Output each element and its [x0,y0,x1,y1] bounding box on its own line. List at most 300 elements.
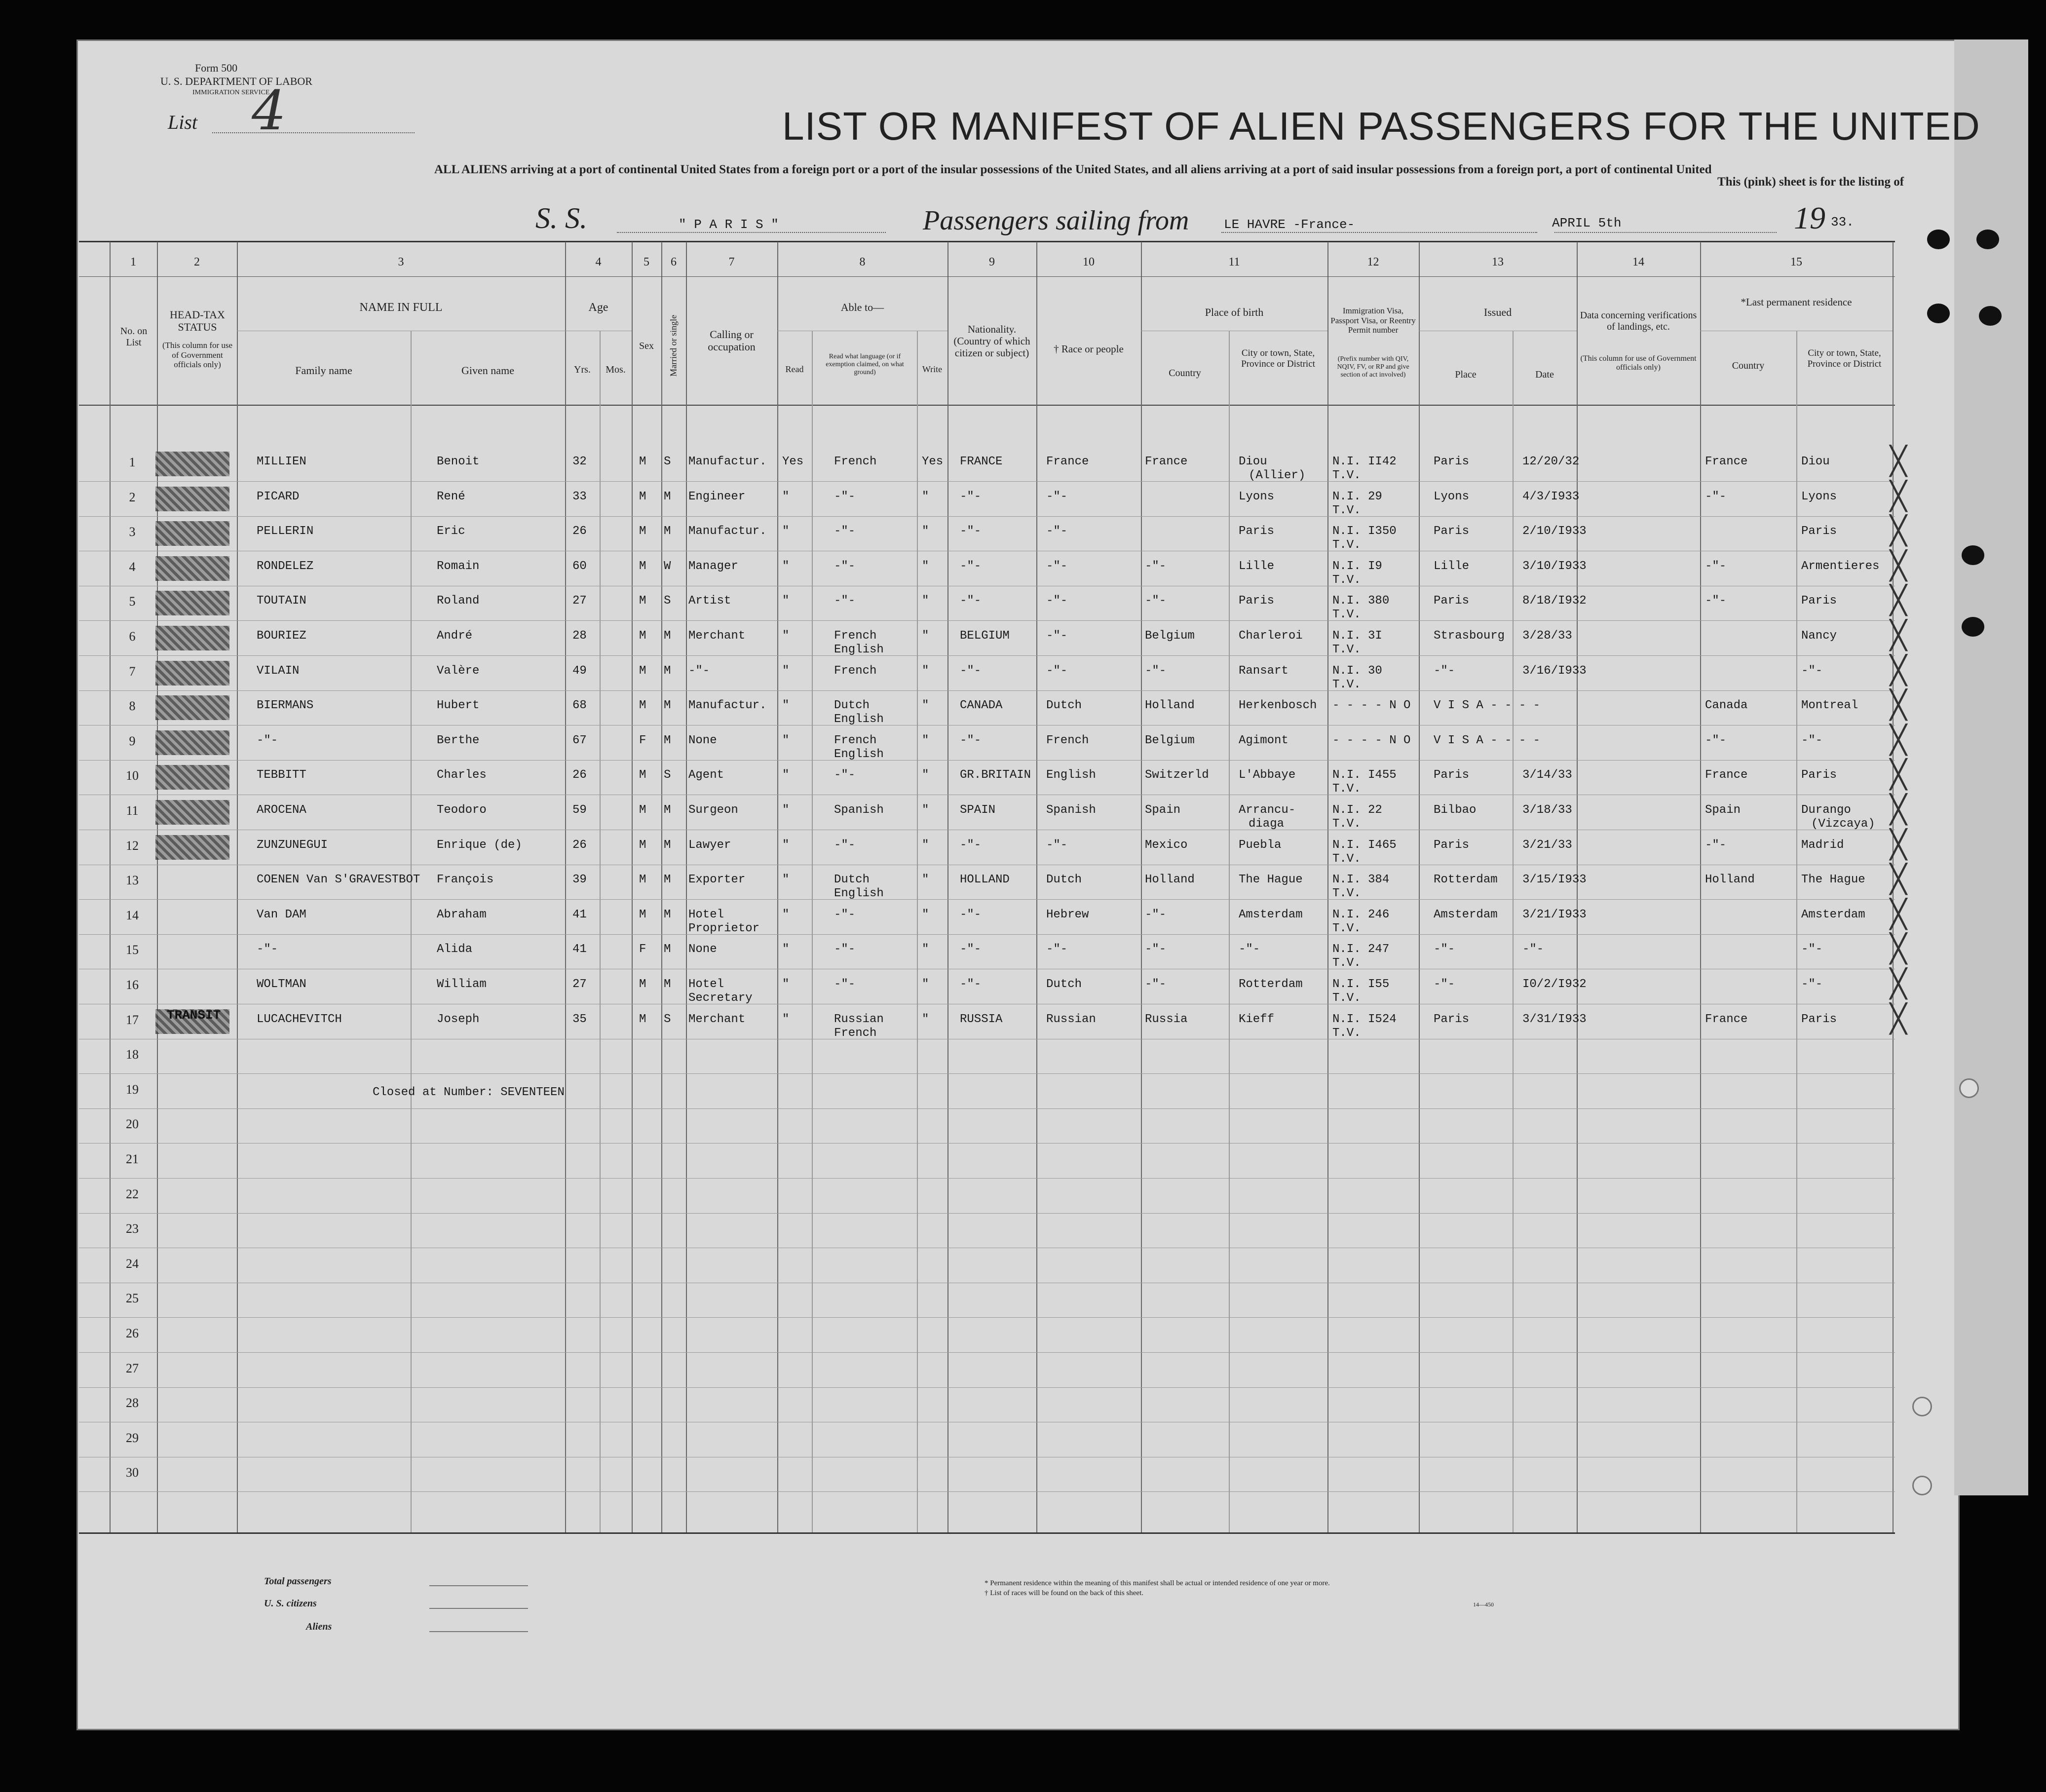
marital-status: M [664,838,671,852]
occupation: Surgeon [688,803,738,817]
lpr-city: -"- [1801,733,1823,747]
can-write: Yes [922,455,944,468]
can-read: " [782,559,790,573]
read-language: -"- [834,490,856,503]
occupation: Engineer [688,490,746,503]
col-number: 1 [130,256,136,268]
issued-date: 3/10/I933 [1522,559,1587,573]
occupation: Lawyer [688,838,731,852]
lpr-country: France [1705,1012,1748,1026]
family-name: Van DAM [257,908,306,921]
birth-country: -"- [1145,594,1167,608]
birth-city: Lille [1239,559,1275,573]
sex: F [639,733,646,747]
col-number: 6 [671,256,677,268]
birth-city: Ransart [1239,664,1288,678]
birth-country: Mexico [1145,838,1188,852]
headtax-stamp [155,556,229,581]
sex: M [639,594,646,608]
marital-status: M [664,629,671,643]
row-number: 14 [126,908,139,922]
age-years: 67 [572,733,587,747]
race: France [1046,455,1089,468]
lpr-country: Canada [1705,699,1748,713]
age-years: 27 [572,594,587,608]
age-years: 35 [572,1012,587,1026]
header-visa-note: (Prefix number with QIV, NQIV, FV, or RP and give section of act involved) [1337,355,1409,379]
sex: M [639,664,646,678]
issued-place: Paris [1434,1012,1470,1026]
given-name: René [437,490,465,503]
occupation: Hotel [688,908,724,921]
lpr-city: Amsterdam [1801,908,1865,921]
punch-hole [1912,1397,1932,1416]
header-given: Given name [461,364,514,377]
can-write: " [922,664,929,678]
tally-mark: ╳ [1890,898,1907,930]
row-number: 4 [129,559,136,574]
header-lpr: *Last permanent residence [1741,296,1852,308]
age-years: 39 [572,873,587,887]
visa-number-line2: T.V. [1332,1026,1361,1040]
can-write: " [922,873,929,887]
visa-number-line2: T.V. [1332,573,1361,587]
birth-city: Charleroi [1239,629,1303,643]
visa-number: N.I. 3I [1332,629,1382,643]
col-number: 10 [1083,256,1095,268]
race: -"- [1046,594,1068,608]
list-number-line [212,132,415,133]
header-name: NAME IN FULL [359,301,443,314]
lpr-city-line2: (Vizcaya) [1811,817,1875,831]
occupation: -"- [688,664,710,678]
family-name: BOURIEZ [257,629,306,643]
family-name: TOUTAIN [257,594,306,608]
nationality: RUSSIA [960,1012,1003,1026]
birth-city: L'Abbaye [1239,768,1296,782]
aliens-line [429,1631,528,1632]
birth-city: Lyons [1239,490,1275,503]
header-write: Write [922,364,943,374]
given-name: François [437,873,494,887]
issued-place: Paris [1434,594,1470,608]
header-city: City or town, State, Province or District [1241,348,1315,369]
header-pob: Place of birth [1205,306,1264,318]
race: English [1046,768,1096,782]
nationality: -"- [960,838,982,852]
visa-number: N.I. 29 [1332,490,1382,503]
race: Spanish [1046,803,1096,817]
visa-number-line2: T.V. [1332,643,1361,656]
can-read: " [782,803,790,817]
sex: M [639,559,646,573]
lpr-country: Holland [1705,873,1755,887]
read-language-line2: English [834,747,884,761]
visa-number: N.I. I55 [1332,978,1390,991]
can-read: Yes [782,455,804,468]
read-language-line2: English [834,713,884,726]
tally-mark: ╳ [1890,515,1907,547]
birth-country: -"- [1145,978,1167,991]
birth-city: Kieff [1239,1012,1275,1026]
nationality: GR.BRITAIN [960,768,1031,782]
marital-status: M [664,943,671,956]
nationality: -"- [960,664,982,678]
row-number: 13 [126,873,139,888]
issued-date: I0/2/I932 [1522,978,1587,991]
family-name: MILLIEN [257,455,306,468]
binder-edge [1954,39,2028,1495]
row-number: 3 [129,525,136,539]
given-name: Hubert [437,699,480,713]
birth-country: Spain [1145,803,1181,817]
marital-status: S [664,768,671,782]
footnote-2: † List of races will be found on the back of this sheet. [985,1589,1144,1597]
row-number: 8 [129,699,136,714]
read-language-line2: English [834,643,884,656]
race: -"- [1046,559,1068,573]
tally-mark: ╳ [1890,619,1907,651]
header-bottom-border [79,405,1895,406]
visa-number-line2: T.V. [1332,817,1361,831]
sex: F [639,943,646,956]
nationality: SPAIN [960,803,996,817]
occupation: Agent [688,768,724,782]
headtax-stamp [155,487,229,511]
issued-date: 3/31/I933 [1522,1012,1587,1026]
read-language: French [834,733,877,747]
tally-mark: ╳ [1890,724,1907,756]
issued-place: Paris [1434,768,1470,782]
family-name: RONDELEZ [257,559,314,573]
header-data14: Data concerning verifications of landings, etc. [1580,310,1697,332]
read-language-line2: French [834,1026,877,1040]
lpr-city: -"- [1801,664,1823,678]
nationality: -"- [960,559,982,573]
issued-date: 3/18/33 [1522,803,1572,817]
ship-line [617,232,886,233]
row-number: 29 [126,1430,139,1445]
family-name: VILAIN [257,664,300,678]
headtax-stamp [155,452,229,476]
header-mos: Mos. [606,364,626,375]
family-name: WOLTMAN [257,978,306,991]
read-language: -"- [834,525,856,538]
birth-city: Paris [1239,525,1275,538]
year-prefix: 19 [1794,200,1825,235]
tally-mark: ╳ [1890,445,1907,477]
sex: M [639,978,646,991]
sex: M [639,768,646,782]
lpr-city: Madrid [1801,838,1844,852]
row-number: 20 [126,1117,139,1132]
sex: M [639,525,646,538]
punch-hole [1979,306,2002,326]
birth-city: Amsterdam [1239,908,1303,921]
footer-citizens: U. S. citizens [264,1598,317,1609]
issued-place: -"- [1434,664,1455,678]
row-number: 15 [126,943,139,957]
birth-country: France [1145,455,1188,468]
header-family: Family name [295,364,352,377]
row-number: 6 [129,629,136,644]
row-number: 7 [129,664,136,679]
col-number: 5 [644,256,649,268]
ss-label: S. S. [535,202,587,234]
col-number: 7 [728,256,735,268]
row-number: 27 [126,1361,139,1375]
tally-mark: ╳ [1890,549,1907,582]
tally-mark: ╳ [1890,863,1907,896]
headtax-stamp [155,765,229,790]
sex: M [639,629,646,643]
citizens-line [429,1608,528,1609]
can-read: " [782,873,790,887]
visa-number-line2: T.V. [1332,503,1361,517]
marital-status: M [664,908,671,921]
nationality: BELGIUM [960,629,1010,643]
table-top-border [79,241,1895,242]
can-write: " [922,803,929,817]
family-name: -"- [257,943,278,956]
marital-status: M [664,699,671,713]
read-language: -"- [834,559,856,573]
lpr-country: -"- [1705,594,1727,608]
can-read: " [782,943,790,956]
can-write: " [922,908,929,921]
closed-note: Closed at Number: SEVENTEEN [373,1086,565,1099]
row-number: 19 [126,1082,139,1097]
age-years: 59 [572,803,587,817]
given-name: Romain [437,559,480,573]
marital-status: M [664,978,671,991]
visa-number: N.I. I9 [1332,559,1382,573]
nationality: -"- [960,490,982,503]
age-years: 26 [572,838,587,852]
visa-number: N.I. 30 [1332,664,1382,678]
header-place: Place [1455,369,1477,380]
issued-date: 3/14/33 [1522,768,1572,782]
visa-number: N.I. I350 [1332,525,1397,538]
lpr-city: Paris [1801,1012,1837,1026]
page-title: LIST OR MANIFEST OF ALIEN PASSENGERS FOR THE UNITED [782,104,1980,148]
tally-mark: ╳ [1890,794,1907,826]
sex: M [639,490,646,503]
birth-city: Diou [1239,455,1267,468]
lpr-country: France [1705,455,1748,468]
marital-status: M [664,733,671,747]
age-years: 68 [572,699,587,713]
issued-date: 3/21/I933 [1522,908,1587,921]
lpr-country: -"- [1705,838,1727,852]
issued-date: 3/21/33 [1522,838,1572,852]
row-number: 24 [126,1256,139,1271]
can-read: " [782,525,790,538]
lpr-city: Montreal [1801,699,1858,713]
headtax-stamp [155,695,229,720]
nationality: -"- [960,978,982,991]
family-name: BIERMANS [257,699,314,713]
read-language: Russian [834,1012,884,1026]
row-number: 1 [129,455,136,469]
birth-country: Switzerld [1145,768,1209,782]
tally-mark: ╳ [1890,654,1907,686]
col-number: 4 [595,256,602,268]
given-name: Roland [437,594,480,608]
tally-mark: ╳ [1890,933,1907,965]
lpr-city: The Hague [1801,873,1865,887]
age-years: 26 [572,768,587,782]
headtax-stamp [155,800,229,825]
row-number: 21 [126,1152,139,1166]
header-age: Age [588,301,608,314]
occupation: Manufactur. [688,699,767,713]
can-read: " [782,978,790,991]
lpr-city: Paris [1801,594,1837,608]
read-language: French [834,664,877,678]
can-write: " [922,525,929,538]
lpr-city: Durango [1801,803,1851,817]
visa-number: N.I. I524 [1332,1012,1397,1026]
col-number: 13 [1492,256,1504,268]
race: Russian [1046,1012,1096,1026]
tally-mark: ╳ [1890,759,1907,791]
age-years: 32 [572,455,587,468]
race: -"- [1046,943,1068,956]
sex: M [639,455,646,468]
headtax-stamp [155,626,229,650]
visa-number-line2: T.V. [1332,887,1361,901]
family-name: ZUNZUNEGUI [257,838,328,852]
lpr-city: Paris [1801,768,1837,782]
can-write: " [922,943,929,956]
row-number: 22 [126,1186,139,1201]
issued-date: 4/3/I933 [1522,490,1580,503]
family-name: PICARD [257,490,300,503]
issued-place: Paris [1434,838,1470,852]
table-bottom-border [79,1532,1895,1534]
occupation: None [688,943,717,956]
can-write: " [922,1012,929,1026]
can-read: " [782,629,790,643]
row-number: 9 [129,733,136,748]
footer-aliens: Aliens [306,1621,332,1632]
birth-country: -"- [1145,664,1167,678]
race: -"- [1046,838,1068,852]
occupation: Manufactur. [688,525,767,538]
header-headtax-note: (This column for use of Government officials only) [162,341,233,370]
tally-mark: ╳ [1890,1002,1907,1035]
lpr-country: -"- [1705,733,1727,747]
visa-number: N.I. II42 [1332,455,1397,468]
header-lpr-country: Country [1732,360,1765,371]
read-language: -"- [834,943,856,956]
birth-city: Arrancu- [1239,803,1296,817]
age-years: 33 [572,490,587,503]
lpr-city: -"- [1801,978,1823,991]
race: Dutch [1046,978,1082,991]
col-number: 3 [398,256,404,268]
sex: M [639,699,646,713]
header-calling: Calling or occupation [708,328,756,353]
birth-country: -"- [1145,908,1167,921]
headtax-stamp [155,835,229,860]
occupation: Exporter [688,873,746,887]
can-write: " [922,838,929,852]
visa-number: - - - - N O [1332,733,1411,747]
age-years: 41 [572,943,587,956]
punch-hole [1912,1476,1932,1495]
sex: M [639,873,646,887]
marital-status: M [664,490,671,503]
birth-city: Agimont [1239,733,1288,747]
visa-number: N.I. I455 [1332,768,1397,782]
tally-mark: ╳ [1890,480,1907,512]
issued-place: Rotterdam [1434,873,1498,887]
birth-city: Herkenbosch [1239,699,1317,713]
department: U. S. DEPARTMENT OF LABOR [160,75,312,87]
visa-number: N.I. 22 [1332,803,1382,817]
marital-status: M [664,664,671,678]
can-write: " [922,699,929,713]
footer-total: Total passengers [264,1576,332,1587]
tally-mark: ╳ [1890,828,1907,861]
birth-country: Russia [1145,1012,1188,1026]
headtax-stamp [155,661,229,686]
age-years: 28 [572,629,587,643]
occupation: Manager [688,559,738,573]
header-visa: Immigration Visa, Passport Visa, or Reentry Permit number [1330,306,1416,335]
can-read: " [782,1012,790,1026]
birth-country: Belgium [1145,733,1195,747]
tally-mark: ╳ [1890,968,1907,1000]
marital-status: M [664,803,671,817]
lpr-city: -"- [1801,943,1823,956]
col-number: 12 [1367,256,1379,268]
birth-country: Holland [1145,699,1195,713]
sex: M [639,803,646,817]
issued-date: 12/20/32 [1522,455,1580,468]
birth-city: Rotterdam [1239,978,1303,991]
subtitle-2: This (pink) sheet is for the listing of [1717,175,1904,189]
can-write: " [922,629,929,643]
birth-city: Paris [1239,594,1275,608]
race: Hebrew [1046,908,1089,921]
issued-place: Strasbourg [1434,629,1505,643]
row-number: 11 [126,803,139,818]
given-name: Teodoro [437,803,487,817]
lpr-city: Diou [1801,455,1830,468]
nationality: FRANCE [960,455,1003,468]
sailing-label: Passengers sailing from [923,205,1189,236]
marital-status: S [664,1012,671,1026]
read-language: Spanish [834,803,884,817]
row-number: 5 [129,594,136,609]
issued-place: Lille [1434,559,1470,573]
issued-date: 3/16/I933 [1522,664,1587,678]
visa-number-line2: T.V. [1332,991,1361,1005]
col-number: 15 [1790,256,1802,268]
birth-country: Belgium [1145,629,1195,643]
row-number: 26 [126,1326,139,1340]
header-yrs: Yrs. [574,364,591,375]
marital-status: W [664,559,671,573]
issued-place: Amsterdam [1434,908,1498,921]
port: LE HAVRE -France- [1224,217,1355,232]
can-read: " [782,768,790,782]
read-language: -"- [834,594,856,608]
can-read: " [782,838,790,852]
